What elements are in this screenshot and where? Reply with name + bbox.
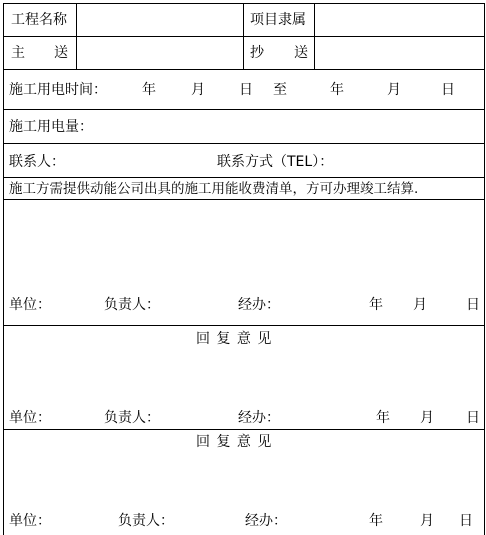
section-2-handler-label: 经办： [238,410,280,426]
row-divider [3,199,484,200]
start-day-label: 日 [239,82,253,98]
section-3-title: 回 复 意 见 [196,434,273,450]
end-year-label: 年 [330,82,344,98]
column-divider [314,3,315,69]
section-3-year-label: 年 [369,513,383,529]
column-divider [243,3,244,69]
contact-person-label: 联系人： [9,154,65,170]
end-month-label: 月 [387,82,401,98]
project-owner-label: 项目隶属 [250,12,306,28]
project-name-label: 工程名称 [11,12,67,28]
row-divider [3,429,484,430]
cc-field[interactable] [316,38,481,68]
send-to-field[interactable] [78,38,241,68]
power-amount-label: 施工用电量： [9,119,93,135]
section-2-title: 回 复 意 见 [196,331,273,347]
section-3-person-label: 负责人： [118,513,174,529]
project-owner-field[interactable] [316,5,481,35]
row-divider [3,177,484,178]
project-name-field[interactable] [78,5,241,35]
section-3-unit-label: 单位： [9,513,51,529]
section-3-month-label: 月 [420,513,434,529]
section-2-unit-label: 单位： [9,410,51,426]
section-2-month-label: 月 [420,410,434,426]
cc-label-char-2: 送 [294,45,308,61]
settlement-notice: 施工方需提供动能公司出具的施工用能收费清单，方可办理竣工结算. [9,181,419,197]
section-1-day-label: 日 [466,297,480,313]
section-3-day-label: 日 [459,513,473,529]
send-to-label-char-2: 送 [54,45,68,61]
section-1-person-label: 负责人： [104,297,160,313]
section-2-body[interactable] [5,352,480,402]
section-2-day-label: 日 [466,410,480,426]
section-3-body[interactable] [5,455,480,505]
section-1-month-label: 月 [413,297,427,313]
section-1-body[interactable] [5,201,480,291]
row-divider [3,69,484,70]
section-1-unit-label: 单位： [9,297,51,313]
end-day-label: 日 [441,82,455,98]
section-2-year-label: 年 [376,410,390,426]
row-divider [3,109,484,110]
power-time-label: 施工用电时间： [9,82,107,98]
to-label: 至 [273,82,287,98]
power-amount-field[interactable] [110,112,480,142]
cc-label-char-1: 抄 [250,45,264,61]
section-3-handler-label: 经办： [245,513,287,529]
start-month-label: 月 [191,82,205,98]
section-1-handler-label: 经办： [238,297,280,313]
section-2-person-label: 负责人： [104,410,160,426]
send-to-label-char-1: 主 [11,45,25,61]
row-divider [3,325,484,326]
column-divider [76,3,77,69]
row-divider [3,143,484,144]
section-1-year-label: 年 [369,297,383,313]
contact-method-label: 联系方式（TEL）： [217,154,334,170]
start-year-label: 年 [142,82,156,98]
